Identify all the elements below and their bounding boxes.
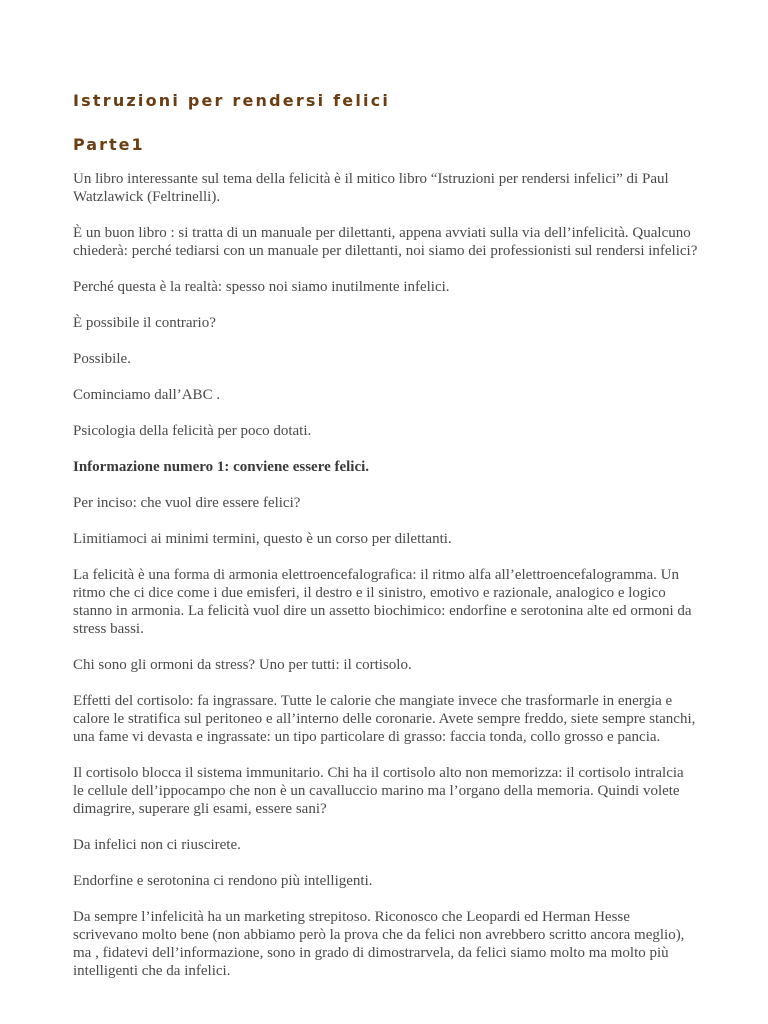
- paragraph: Da infelici non ci riuscirete.: [73, 837, 241, 853]
- paragraph: Cominciamo dall’ABC .: [73, 387, 221, 403]
- paragraph: Chi sono gli ormoni da stress? Uno per tutti: il cortisolo.: [73, 657, 412, 673]
- paragraph: Psicologia della felicità per poco dotati.: [73, 423, 312, 439]
- paragraph: Per inciso: che vuol dire essere felici?: [73, 495, 301, 511]
- section-heading: Parte1: [73, 135, 145, 154]
- bold-paragraph: Informazione numero 1: conviene essere felici.: [73, 459, 370, 475]
- paragraph: Da sempre l’infelicità ha un marketing strepitoso. Riconosco che Leopardi ed Herman Hesse scrivevano molto bene (non abbiamo però la prova che da felici non avrebbero scritto ancora meglio), ma , fidatevi dell’informazione, sono in grado di dimostrarvela, da felici siamo molto ma molto più intelligenti che da infelici.: [73, 909, 685, 979]
- paragraph: La felicità è una forma di armonia elettroencefalografica: il ritmo alfa all’elettroencefalogramma. Un ritmo che ci dice come i due emisferi, il destro e il sinistro, emotivo e razionale, analogico e logico stanno in armonia. La felicità vuol dire un assetto biochimico: endorfine e serotonina alte ed ormoni da stress bassi.: [73, 567, 692, 637]
- paragraph: Effetti del cortisolo: fa ingrassare. Tutte le calorie che mangiate invece che trasformarle in energia e calore le stratifica sul peritoneo e all’interno delle coronarie. Avete sempre freddo, siete sempre stanchi, una fame vi devasta e ingrassate: un tipo particolare di grasso: faccia tonda, collo grosso e pancia.: [73, 693, 696, 745]
- document-body: [73, 170, 698, 980]
- paragraph: Perché questa è la realtà: spesso noi siamo inutilmente infelici.: [73, 279, 450, 295]
- paragraph: Limitiamoci ai minimi termini, questo è un corso per dilettanti.: [73, 531, 452, 547]
- paragraph: È possibile il contrario?: [73, 315, 216, 331]
- paragraph: È un buon libro : si tratta di un manuale per dilettanti, appena avviati sulla via dell’infelicità. Qualcuno chiederà: perché tediarsi con un manuale per dilettanti, noi siamo dei professionisti sul rendersi infelici?: [73, 225, 698, 259]
- paragraph: Il cortisolo blocca il sistema immunitario. Chi ha il cortisolo alto non memorizza: il cortisolo intralcia le cellule dell’ippocampo che non è un cavalluccio marino ma l’organo della memoria. Quindi volete dimagrire, superare gli esami, essere sani?: [73, 765, 684, 817]
- paragraph: Possibile.: [73, 351, 131, 367]
- paragraph: Un libro interessante sul tema della felicità è il mitico libro “Istruzioni per rendersi infelici” di Paul Watzlawick (Feltrinelli).: [73, 171, 669, 205]
- paragraph: Endorfine e serotonina ci rendono più intelligenti.: [73, 873, 373, 889]
- document-title: Istruzioni per rendersi felici: [73, 91, 391, 110]
